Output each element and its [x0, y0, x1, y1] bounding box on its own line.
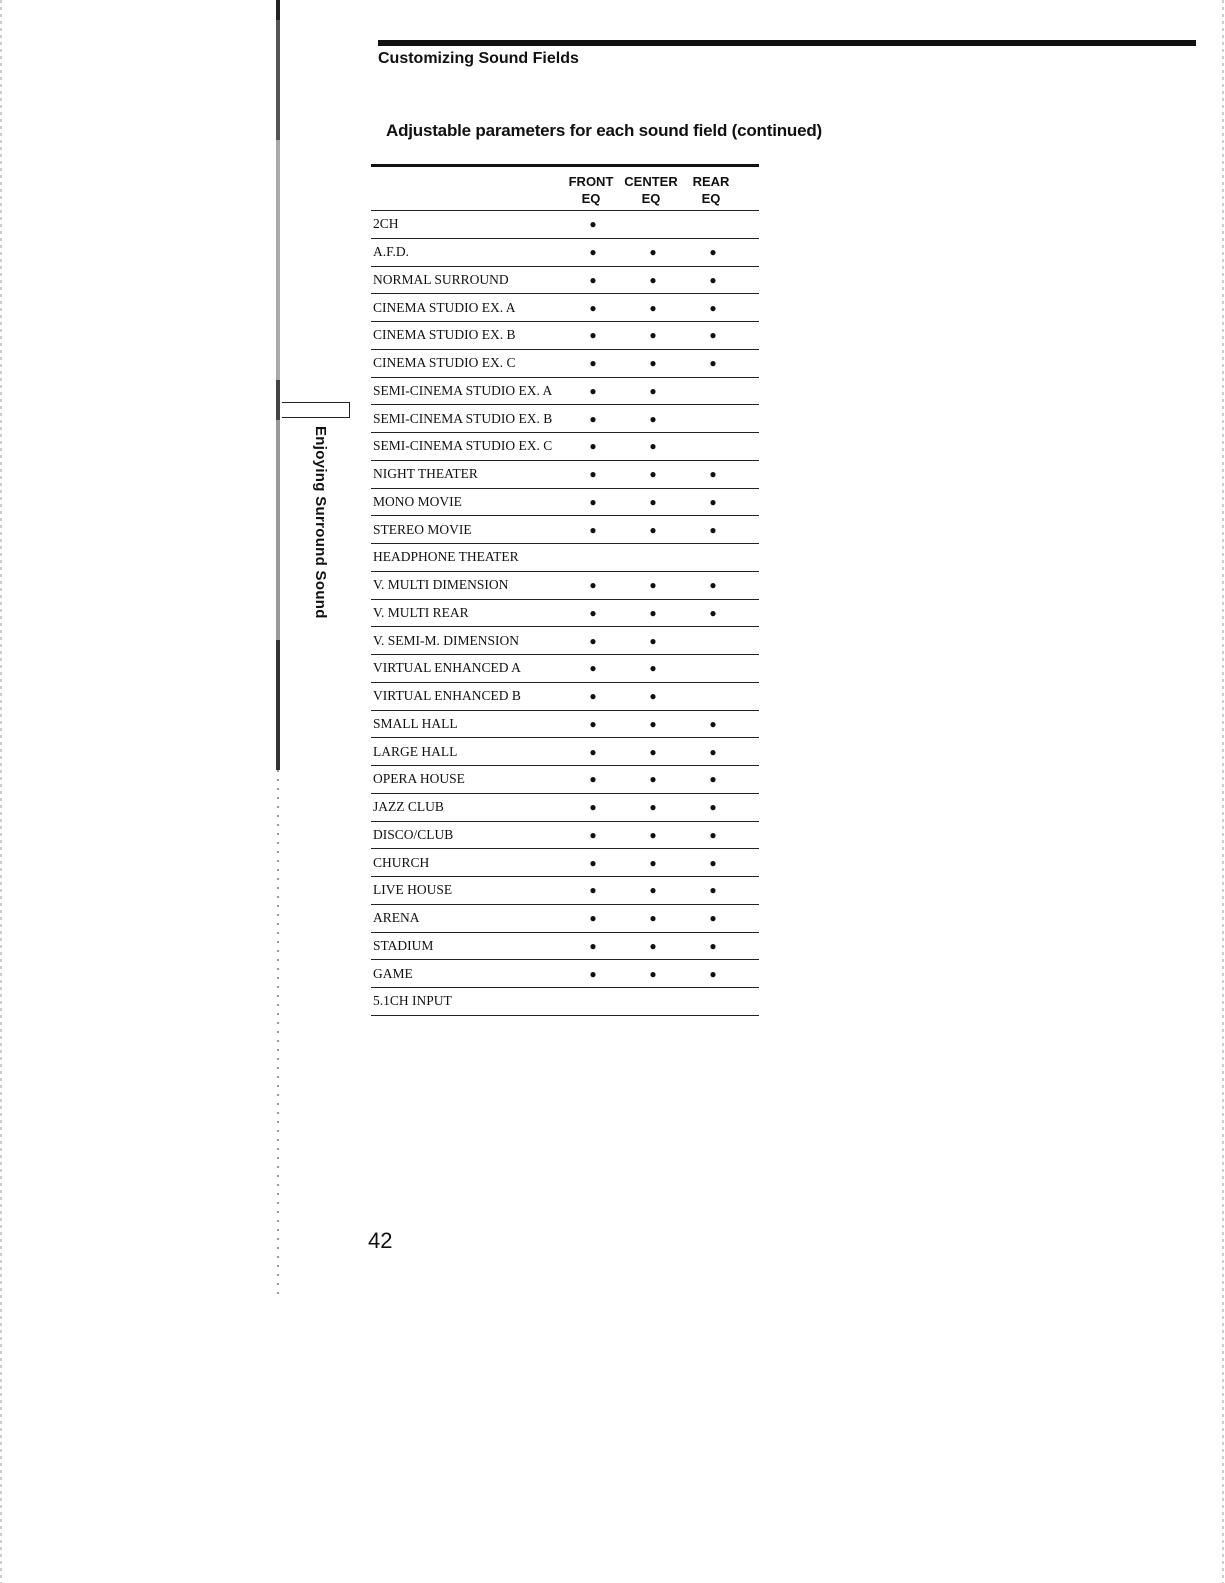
center-eq-cell: ● [649, 605, 657, 620]
center-eq-cell: ● [649, 245, 657, 260]
table-row [371, 294, 759, 322]
table-subtitle: Adjustable parameters for each sound field (continued) [386, 121, 822, 140]
sound-field-name: SEMI-CINEMA STUDIO EX. C [373, 438, 553, 454]
table-row [371, 378, 759, 406]
column-header-line1: FRONT [568, 174, 614, 189]
sound-field-name: CINEMA STUDIO EX. C [373, 355, 516, 371]
table-row [371, 905, 759, 933]
table-row [371, 322, 759, 350]
sound-field-name: NORMAL SURROUND [373, 271, 509, 287]
front-eq-cell: ● [589, 217, 597, 232]
center-eq-cell: ● [649, 467, 657, 482]
front-eq-cell: ● [589, 855, 597, 870]
rear-eq-cell: ● [709, 938, 717, 953]
center-eq-cell: ● [649, 911, 657, 926]
front-eq-cell: ● [589, 494, 597, 509]
sound-field-name: V. MULTI DIMENSION [373, 577, 509, 593]
table-row [371, 405, 759, 433]
section-title: Customizing Sound Fields [378, 50, 579, 67]
sound-field-name: MONO MOVIE [373, 493, 462, 509]
center-eq-cell: ● [649, 716, 657, 731]
column-header-front-eq [561, 167, 621, 210]
front-eq-cell: ● [589, 383, 597, 398]
sound-field-name: NIGHT THEATER [373, 466, 478, 482]
front-eq-cell: ● [589, 800, 597, 815]
sound-field-name: 5.1CH INPUT [373, 993, 452, 1009]
center-eq-cell: ● [649, 661, 657, 676]
sound-field-name: HEADPHONE THEATER [373, 549, 519, 565]
rear-eq-cell: ● [709, 605, 717, 620]
table-row [371, 766, 759, 794]
rear-eq-cell: ● [709, 772, 717, 787]
column-header-line2: EQ [581, 191, 601, 206]
front-eq-cell: ● [589, 911, 597, 926]
table-row [371, 655, 759, 683]
front-eq-cell: ● [589, 467, 597, 482]
front-eq-cell: ● [589, 300, 597, 315]
table-row [371, 627, 759, 655]
table-row [371, 960, 759, 988]
rear-eq-cell: ● [709, 300, 717, 315]
sound-field-name: VIRTUAL ENHANCED A [373, 660, 521, 676]
front-eq-cell: ● [589, 356, 597, 371]
rear-eq-cell: ● [709, 911, 717, 926]
front-eq-cell: ● [589, 772, 597, 787]
page-number: 42 [368, 1228, 393, 1253]
table-row [371, 794, 759, 822]
center-eq-cell: ● [649, 827, 657, 842]
center-eq-cell: ● [649, 578, 657, 593]
sound-field-name: ARENA [373, 910, 420, 926]
center-eq-cell: ● [649, 883, 657, 898]
sound-field-name: OPERA HOUSE [373, 771, 465, 787]
scan-edge-right [1222, 0, 1224, 1583]
center-eq-cell: ● [649, 966, 657, 981]
header-blank-cell [371, 167, 561, 210]
rear-eq-cell: ● [709, 883, 717, 898]
sound-field-name: V. SEMI-M. DIMENSION [373, 632, 520, 648]
scan-edge-left [0, 0, 2, 1583]
front-eq-cell: ● [589, 827, 597, 842]
table-row [371, 600, 759, 628]
binding-line [276, 0, 280, 770]
center-eq-cell: ● [649, 772, 657, 787]
table-row [371, 433, 759, 461]
chapter-side-label: Enjoying Surround Sound [312, 426, 329, 619]
column-header-line1: CENTER [624, 174, 678, 189]
header-rule [378, 40, 1196, 46]
sound-field-name: STADIUM [373, 937, 434, 953]
table-row [371, 988, 759, 1016]
front-eq-cell: ● [589, 689, 597, 704]
sound-field-name: CHURCH [373, 854, 430, 870]
center-eq-cell: ● [649, 356, 657, 371]
table-row [371, 572, 759, 600]
table-row [371, 849, 759, 877]
front-eq-cell: ● [589, 578, 597, 593]
sound-field-parameter-table [371, 164, 759, 1016]
center-eq-cell: ● [649, 439, 657, 454]
column-header-line1: REAR [692, 174, 730, 189]
table-row [371, 461, 759, 489]
center-eq-cell: ● [649, 328, 657, 343]
center-eq-cell: ● [649, 494, 657, 509]
chapter-tab-marker [282, 402, 350, 418]
rear-eq-cell: ● [709, 827, 717, 842]
center-eq-cell: ● [649, 855, 657, 870]
front-eq-cell: ● [589, 661, 597, 676]
rear-eq-cell: ● [709, 744, 717, 759]
front-eq-cell: ● [589, 938, 597, 953]
front-eq-cell: ● [589, 439, 597, 454]
rear-eq-cell: ● [709, 467, 717, 482]
table-row [371, 211, 759, 239]
table-row [371, 267, 759, 295]
rear-eq-cell: ● [709, 800, 717, 815]
rear-eq-cell: ● [709, 494, 717, 509]
table-header-row [371, 167, 759, 211]
center-eq-cell: ● [649, 633, 657, 648]
sound-field-name: JAZZ CLUB [373, 799, 444, 815]
column-header-line2: EQ [701, 191, 721, 206]
sound-field-name: SEMI-CINEMA STUDIO EX. B [373, 410, 553, 426]
sound-field-name: A.F.D. [373, 244, 410, 260]
sound-field-name: GAME [373, 965, 413, 981]
center-eq-cell: ● [649, 300, 657, 315]
table-row [371, 239, 759, 267]
front-eq-cell: ● [589, 966, 597, 981]
center-eq-cell: ● [649, 744, 657, 759]
table-row [371, 544, 759, 572]
table-row [371, 683, 759, 711]
sound-field-name: CINEMA STUDIO EX. B [373, 327, 516, 343]
table-row [371, 738, 759, 766]
sound-field-name: VIRTUAL ENHANCED B [373, 688, 521, 704]
front-eq-cell: ● [589, 744, 597, 759]
front-eq-cell: ● [589, 245, 597, 260]
sound-field-name: DISCO/CLUB [373, 826, 454, 842]
table-row [371, 822, 759, 850]
front-eq-cell: ● [589, 883, 597, 898]
rear-eq-cell: ● [709, 328, 717, 343]
front-eq-cell: ● [589, 411, 597, 426]
rear-eq-cell: ● [709, 356, 717, 371]
center-eq-cell: ● [649, 938, 657, 953]
rear-eq-cell: ● [709, 522, 717, 537]
sound-field-name: CINEMA STUDIO EX. A [373, 299, 516, 315]
center-eq-cell: ● [649, 800, 657, 815]
table-row [371, 489, 759, 517]
column-header-line2: EQ [641, 191, 661, 206]
table-row [371, 711, 759, 739]
front-eq-cell: ● [589, 716, 597, 731]
sound-field-name: STEREO MOVIE [373, 521, 472, 537]
table-row [371, 933, 759, 961]
center-eq-cell: ● [649, 272, 657, 287]
front-eq-cell: ● [589, 605, 597, 620]
table-row [371, 350, 759, 378]
rear-eq-cell: ● [709, 716, 717, 731]
front-eq-cell: ● [589, 522, 597, 537]
sound-field-name: SEMI-CINEMA STUDIO EX. A [373, 382, 553, 398]
front-eq-cell: ● [589, 272, 597, 287]
front-eq-cell: ● [589, 633, 597, 648]
rear-eq-cell: ● [709, 966, 717, 981]
front-eq-cell: ● [589, 328, 597, 343]
rear-eq-cell: ● [709, 272, 717, 287]
center-eq-cell: ● [649, 383, 657, 398]
sound-field-name: LIVE HOUSE [373, 882, 453, 898]
center-eq-cell: ● [649, 411, 657, 426]
sound-field-name: SMALL HALL [373, 715, 458, 731]
rear-eq-cell: ● [709, 245, 717, 260]
table-row [371, 877, 759, 905]
rear-eq-cell: ● [709, 855, 717, 870]
column-header-rear-eq [681, 167, 741, 210]
sound-field-name: V. MULTI REAR [373, 604, 469, 620]
center-eq-cell: ● [649, 522, 657, 537]
binding-dots [277, 770, 279, 1300]
table-body [371, 211, 759, 1016]
sound-field-name: 2CH [373, 216, 399, 232]
table-row [371, 516, 759, 544]
column-header-center-eq [621, 167, 681, 210]
center-eq-cell: ● [649, 689, 657, 704]
rear-eq-cell: ● [709, 578, 717, 593]
sound-field-name: LARGE HALL [373, 743, 458, 759]
